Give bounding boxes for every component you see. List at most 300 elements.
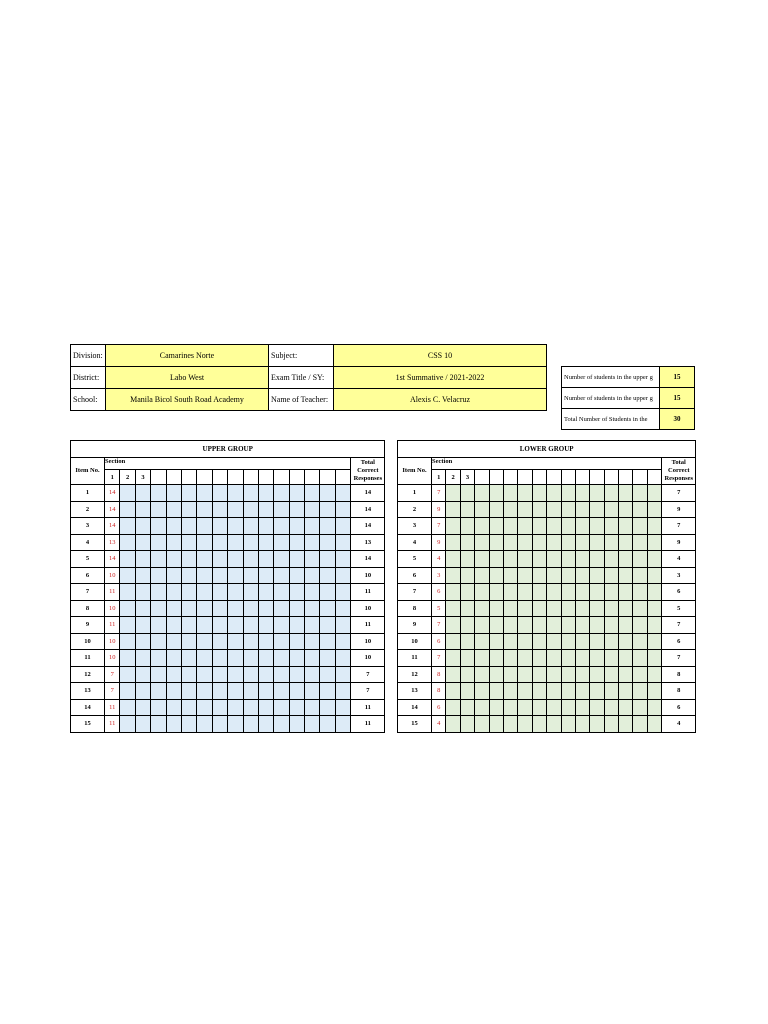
section-score-cell[interactable] (166, 600, 181, 617)
section-score-cell[interactable] (305, 617, 320, 634)
section-score-cell[interactable] (503, 650, 517, 667)
section-score-cell[interactable] (135, 551, 150, 568)
section-score-cell[interactable] (489, 518, 503, 535)
section-score-cell[interactable] (503, 633, 517, 650)
section-1-score[interactable]: 7 (105, 683, 120, 700)
section-score-cell[interactable] (590, 485, 604, 502)
section-score-cell[interactable] (575, 666, 589, 683)
section-score-cell[interactable] (633, 600, 647, 617)
section-score-cell[interactable] (289, 666, 304, 683)
section-score-cell[interactable] (335, 600, 350, 617)
section-score-cell[interactable] (647, 534, 661, 551)
section-score-cell[interactable] (197, 600, 212, 617)
section-score-cell[interactable] (547, 716, 561, 733)
section-score-cell[interactable] (166, 534, 181, 551)
section-score-cell[interactable] (197, 518, 212, 535)
upper-count-value[interactable]: 15 (660, 367, 695, 388)
section-score-cell[interactable] (561, 567, 575, 584)
section-score-cell[interactable] (460, 666, 474, 683)
section-score-cell[interactable] (181, 617, 196, 634)
section-score-cell[interactable] (590, 716, 604, 733)
section-score-cell[interactable] (274, 567, 289, 584)
section-score-cell[interactable] (604, 518, 618, 535)
section-score-cell[interactable] (561, 551, 575, 568)
section-score-cell[interactable] (274, 518, 289, 535)
section-score-cell[interactable] (604, 650, 618, 667)
section-score-cell[interactable] (289, 683, 304, 700)
section-score-cell[interactable] (489, 584, 503, 601)
section-score-cell[interactable] (446, 633, 460, 650)
section-1-score[interactable]: 9 (432, 501, 446, 518)
section-score-cell[interactable] (166, 699, 181, 716)
section-score-cell[interactable] (212, 567, 227, 584)
section-score-cell[interactable] (289, 567, 304, 584)
section-score-cell[interactable] (532, 551, 546, 568)
section-score-cell[interactable] (475, 518, 489, 535)
section-score-cell[interactable] (561, 716, 575, 733)
section-score-cell[interactable] (547, 600, 561, 617)
section-score-cell[interactable] (197, 534, 212, 551)
section-score-cell[interactable] (151, 683, 166, 700)
section-score-cell[interactable] (475, 551, 489, 568)
section-score-cell[interactable] (489, 650, 503, 667)
section-score-cell[interactable] (335, 567, 350, 584)
section-1-score[interactable]: 5 (432, 600, 446, 617)
section-score-cell[interactable] (547, 534, 561, 551)
section-score-cell[interactable] (532, 518, 546, 535)
section-score-cell[interactable] (120, 485, 135, 502)
section-score-cell[interactable] (575, 633, 589, 650)
section-1-score[interactable]: 10 (105, 633, 120, 650)
section-score-cell[interactable] (647, 617, 661, 634)
section-score-cell[interactable] (460, 633, 474, 650)
section-score-cell[interactable] (320, 501, 335, 518)
section-score-cell[interactable] (518, 534, 532, 551)
section-score-cell[interactable] (647, 666, 661, 683)
section-score-cell[interactable] (166, 666, 181, 683)
section-1-score[interactable]: 10 (105, 567, 120, 584)
section-score-cell[interactable] (305, 650, 320, 667)
section-score-cell[interactable] (258, 600, 273, 617)
section-score-cell[interactable] (212, 584, 227, 601)
section-score-cell[interactable] (258, 633, 273, 650)
section-score-cell[interactable] (503, 699, 517, 716)
section-score-cell[interactable] (489, 534, 503, 551)
section-score-cell[interactable] (547, 633, 561, 650)
section-score-cell[interactable] (619, 534, 633, 551)
section-1-score[interactable]: 6 (432, 633, 446, 650)
section-score-cell[interactable] (212, 666, 227, 683)
section-score-cell[interactable] (489, 600, 503, 617)
section-score-cell[interactable] (647, 567, 661, 584)
section-score-cell[interactable] (475, 567, 489, 584)
section-1-score[interactable]: 6 (432, 699, 446, 716)
section-score-cell[interactable] (590, 666, 604, 683)
section-score-cell[interactable] (633, 716, 647, 733)
section-score-cell[interactable] (619, 501, 633, 518)
section-score-cell[interactable] (503, 551, 517, 568)
section-score-cell[interactable] (166, 683, 181, 700)
section-score-cell[interactable] (166, 650, 181, 667)
section-score-cell[interactable] (475, 534, 489, 551)
section-score-cell[interactable] (243, 534, 258, 551)
section-score-cell[interactable] (305, 699, 320, 716)
section-score-cell[interactable] (135, 666, 150, 683)
section-score-cell[interactable] (120, 650, 135, 667)
section-score-cell[interactable] (228, 567, 243, 584)
section-score-cell[interactable] (181, 650, 196, 667)
section-1-score[interactable]: 14 (105, 501, 120, 518)
section-score-cell[interactable] (320, 699, 335, 716)
section-score-cell[interactable] (120, 716, 135, 733)
section-score-cell[interactable] (289, 600, 304, 617)
section-score-cell[interactable] (181, 551, 196, 568)
section-score-cell[interactable] (197, 584, 212, 601)
section-score-cell[interactable] (460, 650, 474, 667)
section-score-cell[interactable] (305, 633, 320, 650)
section-score-cell[interactable] (135, 699, 150, 716)
section-score-cell[interactable] (151, 518, 166, 535)
section-score-cell[interactable] (633, 666, 647, 683)
section-score-cell[interactable] (151, 617, 166, 634)
section-score-cell[interactable] (135, 534, 150, 551)
section-score-cell[interactable] (547, 551, 561, 568)
section-score-cell[interactable] (135, 501, 150, 518)
section-1-score[interactable]: 7 (432, 485, 446, 502)
section-score-cell[interactable] (647, 501, 661, 518)
section-score-cell[interactable] (151, 600, 166, 617)
section-score-cell[interactable] (320, 584, 335, 601)
section-score-cell[interactable] (619, 699, 633, 716)
section-score-cell[interactable] (475, 666, 489, 683)
section-score-cell[interactable] (532, 699, 546, 716)
section-score-cell[interactable] (166, 633, 181, 650)
section-score-cell[interactable] (258, 567, 273, 584)
section-score-cell[interactable] (120, 501, 135, 518)
section-score-cell[interactable] (151, 501, 166, 518)
section-score-cell[interactable] (489, 666, 503, 683)
section-score-cell[interactable] (575, 600, 589, 617)
section-score-cell[interactable] (503, 716, 517, 733)
section-score-cell[interactable] (647, 699, 661, 716)
section-score-cell[interactable] (120, 600, 135, 617)
section-score-cell[interactable] (446, 518, 460, 535)
section-score-cell[interactable] (532, 600, 546, 617)
section-score-cell[interactable] (135, 683, 150, 700)
section-score-cell[interactable] (120, 551, 135, 568)
section-score-cell[interactable] (258, 666, 273, 683)
section-score-cell[interactable] (120, 518, 135, 535)
total-count-value[interactable]: 30 (660, 409, 695, 430)
section-score-cell[interactable] (604, 666, 618, 683)
section-score-cell[interactable] (604, 485, 618, 502)
section-score-cell[interactable] (575, 551, 589, 568)
section-score-cell[interactable] (166, 584, 181, 601)
section-score-cell[interactable] (518, 633, 532, 650)
section-score-cell[interactable] (151, 716, 166, 733)
section-score-cell[interactable] (120, 633, 135, 650)
section-score-cell[interactable] (151, 551, 166, 568)
section-score-cell[interactable] (305, 534, 320, 551)
section-score-cell[interactable] (590, 617, 604, 634)
section-score-cell[interactable] (212, 501, 227, 518)
section-score-cell[interactable] (475, 584, 489, 601)
section-score-cell[interactable] (135, 518, 150, 535)
section-score-cell[interactable] (258, 617, 273, 634)
section-score-cell[interactable] (305, 518, 320, 535)
subject-value[interactable]: CSS 10 (334, 345, 547, 367)
section-score-cell[interactable] (228, 485, 243, 502)
section-score-cell[interactable] (135, 485, 150, 502)
section-score-cell[interactable] (518, 518, 532, 535)
section-score-cell[interactable] (647, 716, 661, 733)
section-score-cell[interactable] (561, 617, 575, 634)
section-score-cell[interactable] (274, 633, 289, 650)
section-score-cell[interactable] (575, 501, 589, 518)
section-score-cell[interactable] (561, 683, 575, 700)
section-score-cell[interactable] (446, 551, 460, 568)
exam-title-value[interactable]: 1st Summative / 2021-2022 (334, 367, 547, 389)
section-score-cell[interactable] (181, 485, 196, 502)
section-score-cell[interactable] (547, 617, 561, 634)
section-score-cell[interactable] (604, 534, 618, 551)
section-score-cell[interactable] (619, 633, 633, 650)
section-1-score[interactable]: 11 (105, 584, 120, 601)
section-score-cell[interactable] (197, 567, 212, 584)
section-score-cell[interactable] (633, 518, 647, 535)
section-score-cell[interactable] (151, 699, 166, 716)
section-score-cell[interactable] (575, 699, 589, 716)
section-score-cell[interactable] (604, 501, 618, 518)
section-score-cell[interactable] (561, 485, 575, 502)
section-score-cell[interactable] (575, 518, 589, 535)
section-score-cell[interactable] (518, 584, 532, 601)
section-score-cell[interactable] (197, 501, 212, 518)
section-score-cell[interactable] (460, 485, 474, 502)
section-score-cell[interactable] (135, 650, 150, 667)
section-score-cell[interactable] (258, 534, 273, 551)
section-score-cell[interactable] (446, 485, 460, 502)
section-score-cell[interactable] (518, 666, 532, 683)
section-score-cell[interactable] (446, 501, 460, 518)
section-score-cell[interactable] (633, 650, 647, 667)
section-score-cell[interactable] (561, 666, 575, 683)
section-score-cell[interactable] (228, 633, 243, 650)
section-1-score[interactable]: 14 (105, 485, 120, 502)
section-score-cell[interactable] (647, 600, 661, 617)
section-score-cell[interactable] (532, 716, 546, 733)
section-score-cell[interactable] (590, 584, 604, 601)
section-score-cell[interactable] (320, 551, 335, 568)
section-score-cell[interactable] (503, 617, 517, 634)
section-1-score[interactable]: 10 (105, 600, 120, 617)
section-score-cell[interactable] (228, 518, 243, 535)
section-score-cell[interactable] (561, 699, 575, 716)
section-score-cell[interactable] (532, 567, 546, 584)
section-score-cell[interactable] (590, 633, 604, 650)
section-1-score[interactable]: 11 (105, 699, 120, 716)
section-score-cell[interactable] (135, 716, 150, 733)
section-score-cell[interactable] (532, 534, 546, 551)
section-score-cell[interactable] (243, 600, 258, 617)
section-score-cell[interactable] (305, 551, 320, 568)
section-score-cell[interactable] (590, 699, 604, 716)
section-score-cell[interactable] (228, 617, 243, 634)
school-value[interactable]: Manila Bicol South Road Academy (106, 389, 269, 411)
section-score-cell[interactable] (503, 534, 517, 551)
section-score-cell[interactable] (151, 534, 166, 551)
section-score-cell[interactable] (320, 600, 335, 617)
section-score-cell[interactable] (120, 534, 135, 551)
section-score-cell[interactable] (575, 683, 589, 700)
section-score-cell[interactable] (181, 518, 196, 535)
section-score-cell[interactable] (475, 699, 489, 716)
section-score-cell[interactable] (151, 485, 166, 502)
section-score-cell[interactable] (489, 551, 503, 568)
section-score-cell[interactable] (135, 617, 150, 634)
section-score-cell[interactable] (561, 518, 575, 535)
section-score-cell[interactable] (335, 716, 350, 733)
section-score-cell[interactable] (590, 551, 604, 568)
section-score-cell[interactable] (604, 716, 618, 733)
section-score-cell[interactable] (289, 551, 304, 568)
section-score-cell[interactable] (475, 716, 489, 733)
section-score-cell[interactable] (274, 683, 289, 700)
section-score-cell[interactable] (532, 666, 546, 683)
section-1-score[interactable]: 10 (105, 650, 120, 667)
section-score-cell[interactable] (335, 650, 350, 667)
section-score-cell[interactable] (212, 518, 227, 535)
section-score-cell[interactable] (460, 600, 474, 617)
section-score-cell[interactable] (532, 633, 546, 650)
section-score-cell[interactable] (503, 501, 517, 518)
section-score-cell[interactable] (212, 600, 227, 617)
section-score-cell[interactable] (633, 617, 647, 634)
section-score-cell[interactable] (181, 584, 196, 601)
section-score-cell[interactable] (166, 501, 181, 518)
section-score-cell[interactable] (335, 518, 350, 535)
section-score-cell[interactable] (575, 567, 589, 584)
section-score-cell[interactable] (135, 633, 150, 650)
division-value[interactable]: Camarines Norte (106, 345, 269, 367)
section-score-cell[interactable] (561, 650, 575, 667)
section-score-cell[interactable] (197, 551, 212, 568)
section-score-cell[interactable] (575, 617, 589, 634)
section-score-cell[interactable] (289, 650, 304, 667)
section-score-cell[interactable] (590, 518, 604, 535)
section-score-cell[interactable] (619, 650, 633, 667)
section-score-cell[interactable] (475, 650, 489, 667)
section-score-cell[interactable] (151, 666, 166, 683)
section-score-cell[interactable] (228, 551, 243, 568)
teacher-value[interactable]: Alexis C. Velacruz (334, 389, 547, 411)
section-1-score[interactable]: 14 (105, 518, 120, 535)
section-score-cell[interactable] (212, 633, 227, 650)
section-score-cell[interactable] (197, 699, 212, 716)
section-score-cell[interactable] (305, 716, 320, 733)
section-score-cell[interactable] (243, 501, 258, 518)
section-score-cell[interactable] (518, 485, 532, 502)
section-score-cell[interactable] (258, 699, 273, 716)
section-score-cell[interactable] (166, 551, 181, 568)
section-score-cell[interactable] (547, 650, 561, 667)
section-1-score[interactable]: 3 (432, 567, 446, 584)
section-score-cell[interactable] (619, 567, 633, 584)
section-score-cell[interactable] (181, 567, 196, 584)
section-score-cell[interactable] (258, 551, 273, 568)
section-score-cell[interactable] (518, 551, 532, 568)
section-score-cell[interactable] (518, 501, 532, 518)
section-score-cell[interactable] (460, 518, 474, 535)
section-score-cell[interactable] (590, 501, 604, 518)
section-score-cell[interactable] (166, 567, 181, 584)
section-score-cell[interactable] (289, 633, 304, 650)
section-score-cell[interactable] (547, 485, 561, 502)
section-score-cell[interactable] (120, 666, 135, 683)
section-score-cell[interactable] (633, 501, 647, 518)
section-score-cell[interactable] (135, 567, 150, 584)
section-score-cell[interactable] (274, 699, 289, 716)
section-score-cell[interactable] (575, 650, 589, 667)
section-score-cell[interactable] (503, 518, 517, 535)
section-score-cell[interactable] (320, 617, 335, 634)
section-score-cell[interactable] (518, 699, 532, 716)
section-score-cell[interactable] (120, 584, 135, 601)
section-score-cell[interactable] (619, 518, 633, 535)
section-score-cell[interactable] (547, 501, 561, 518)
section-score-cell[interactable] (151, 584, 166, 601)
section-1-score[interactable]: 7 (432, 650, 446, 667)
section-score-cell[interactable] (604, 683, 618, 700)
section-score-cell[interactable] (489, 699, 503, 716)
section-score-cell[interactable] (305, 600, 320, 617)
section-score-cell[interactable] (243, 683, 258, 700)
section-score-cell[interactable] (274, 534, 289, 551)
section-score-cell[interactable] (503, 683, 517, 700)
section-score-cell[interactable] (561, 534, 575, 551)
section-score-cell[interactable] (604, 699, 618, 716)
section-score-cell[interactable] (460, 584, 474, 601)
section-score-cell[interactable] (633, 683, 647, 700)
section-score-cell[interactable] (335, 683, 350, 700)
section-score-cell[interactable] (228, 600, 243, 617)
section-score-cell[interactable] (181, 699, 196, 716)
section-score-cell[interactable] (446, 666, 460, 683)
section-score-cell[interactable] (274, 600, 289, 617)
section-1-score[interactable]: 11 (105, 617, 120, 634)
section-score-cell[interactable] (166, 716, 181, 733)
section-score-cell[interactable] (575, 485, 589, 502)
section-score-cell[interactable] (532, 501, 546, 518)
section-score-cell[interactable] (258, 716, 273, 733)
section-score-cell[interactable] (305, 666, 320, 683)
section-score-cell[interactable] (135, 600, 150, 617)
section-score-cell[interactable] (258, 584, 273, 601)
section-score-cell[interactable] (274, 584, 289, 601)
section-score-cell[interactable] (258, 485, 273, 502)
section-score-cell[interactable] (197, 617, 212, 634)
section-score-cell[interactable] (212, 534, 227, 551)
section-score-cell[interactable] (460, 551, 474, 568)
section-1-score[interactable]: 7 (432, 617, 446, 634)
section-1-score[interactable]: 13 (105, 534, 120, 551)
section-score-cell[interactable] (460, 567, 474, 584)
section-score-cell[interactable] (446, 683, 460, 700)
section-score-cell[interactable] (243, 584, 258, 601)
section-score-cell[interactable] (633, 699, 647, 716)
section-score-cell[interactable] (446, 534, 460, 551)
section-score-cell[interactable] (212, 716, 227, 733)
